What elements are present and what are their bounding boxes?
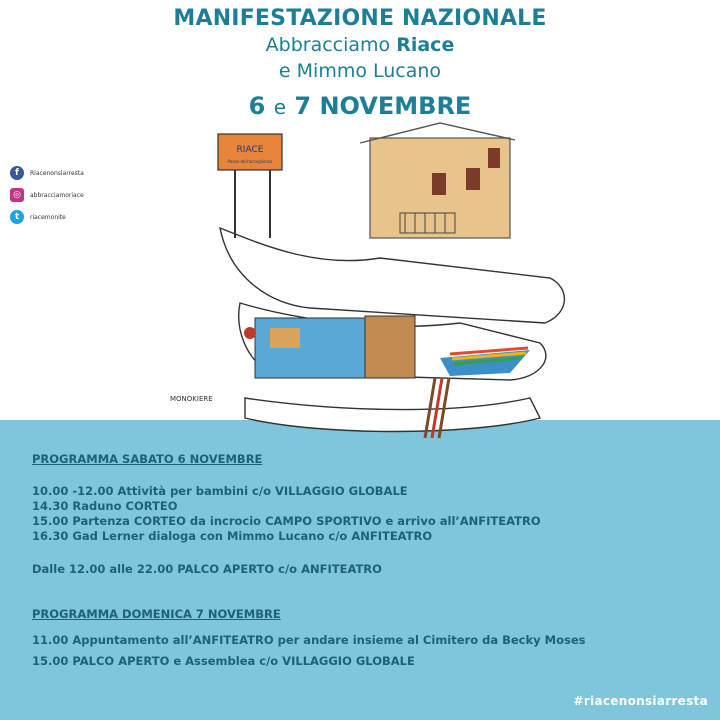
sign-title: RIACE: [236, 145, 264, 155]
program-section: [32, 452, 585, 669]
instagram-handle: abbracciamoriace: [30, 191, 84, 199]
subtitle-riace: Riace: [396, 34, 455, 56]
twitter-icon: t: [10, 210, 24, 224]
artist-signature: MONOKIERE: [170, 395, 213, 403]
illustration: [170, 118, 590, 438]
facebook-icon: f: [10, 166, 24, 180]
saturday-item: 15.00 Partenza CORTEO da incrocio CAMPO SPORTIVO e arrivo all’ANFITEATRO: [32, 514, 541, 528]
social-links: [10, 162, 84, 228]
sunday-header: PROGRAMMA DOMENICA 7 NOVEMBRE: [32, 607, 281, 621]
saturday-extra: Dalle 12.00 alle 22.00 PALCO APERTO c/o ANFITEATRO: [32, 562, 382, 576]
poster-title: MANIFESTAZIONE NAZIONALE: [173, 6, 547, 31]
saturday-header: PROGRAMMA SABATO 6 NOVEMBRE: [32, 452, 263, 466]
saturday-item: 14.30 Raduno CORTEO: [32, 499, 178, 513]
saturday-item: 16.30 Gad Lerner dialoga con Mimmo Lucano c/o ANFITEATRO: [32, 529, 433, 543]
subtitle-line-2: e Mimmo Lucano: [278, 60, 442, 82]
hashtag: #riacenonsiarresta: [573, 694, 708, 708]
event-dates: [0, 92, 720, 120]
subtitle-line-1: [0, 34, 720, 56]
date-day-1: 6: [248, 92, 266, 120]
social-twitter[interactable]: [10, 206, 84, 228]
sunday-item: 15.00 PALCO APERTO e Assemblea c/o VILLAGGIO GLOBALE: [32, 654, 415, 668]
saturday-item: 10.00 -12.00 Attività per bambini c/o VILLAGGIO GLOBALE: [32, 484, 408, 498]
instagram-icon: ◎: [10, 188, 24, 202]
social-instagram[interactable]: [10, 184, 84, 206]
facebook-handle: Riacenonsiarresta: [30, 169, 84, 177]
twitter-handle: riacemonite: [30, 213, 66, 221]
date-day-2: 7 NOVEMBRE: [294, 92, 472, 120]
social-facebook[interactable]: [10, 162, 84, 184]
date-conjunction: e: [273, 95, 287, 119]
sunday-item: 11.00 Appuntamento all’ANFITEATRO per andare insieme al Cimitero da Becky Moses: [32, 633, 586, 647]
sign-subtitle: Paese dell'accoglienza: [227, 159, 273, 164]
subtitle-prefix: Abbracciamo: [265, 34, 397, 56]
